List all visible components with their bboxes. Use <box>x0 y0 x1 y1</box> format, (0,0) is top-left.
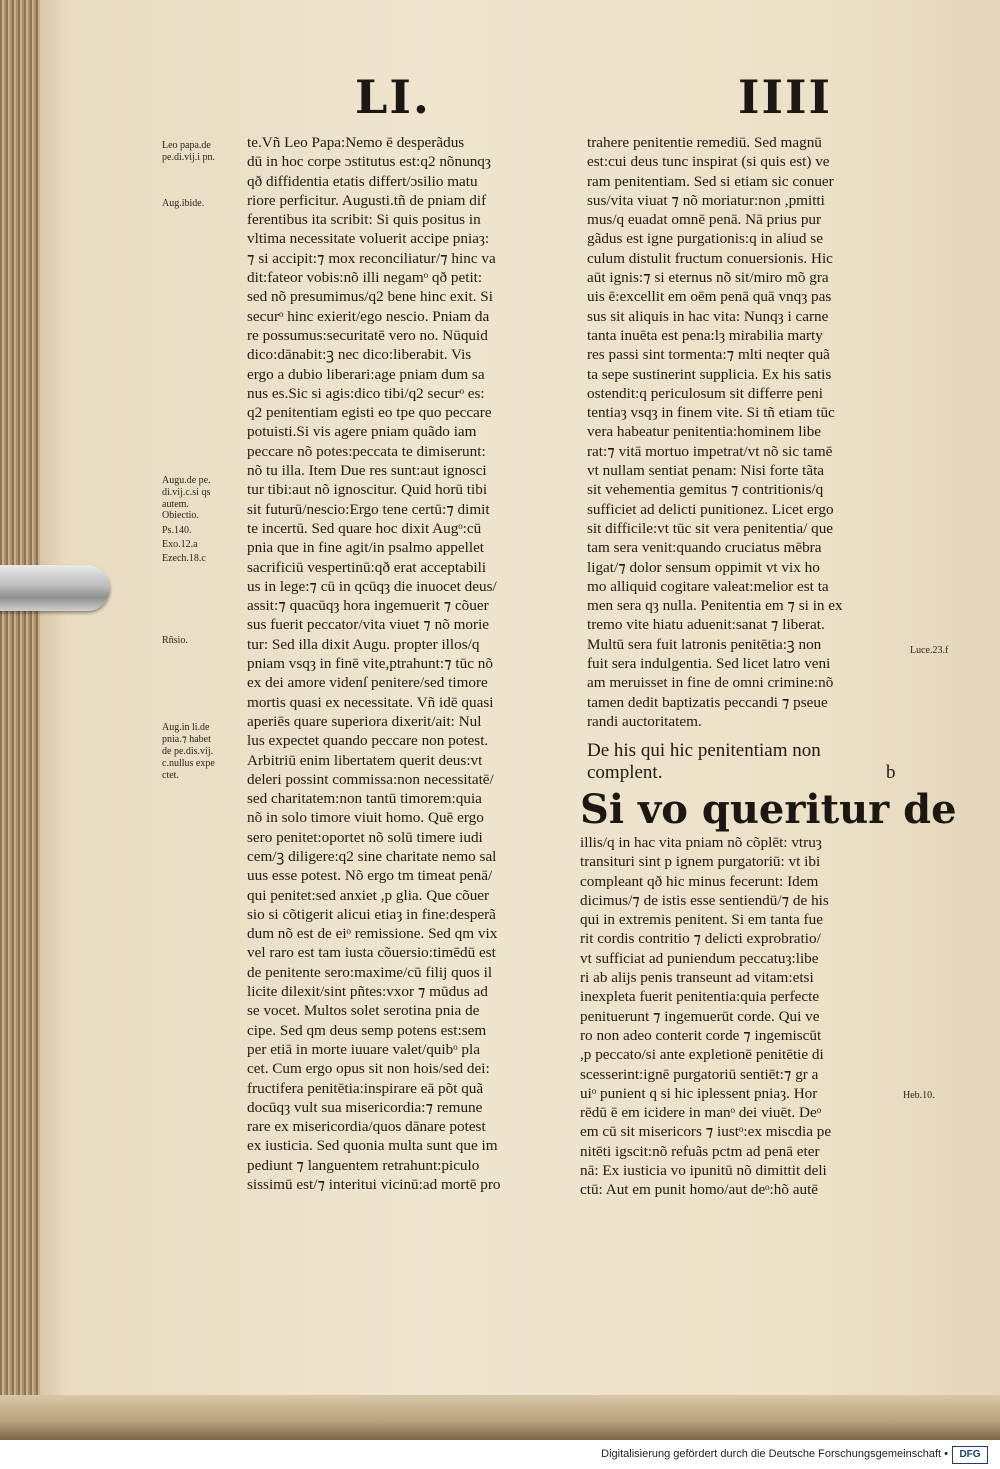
text-line: nõ tu illa. Item Due res sunt:aut ignosci <box>247 462 487 480</box>
text-line: sus fuerit peccator/vita viuet ⁊ nõ morie <box>247 616 490 634</box>
text-line: aperiēs quare superiora dixerit/ait: Nul <box>247 712 482 730</box>
text-line: rit cordis contritio ⁊ delicti exprobratio/ <box>580 930 821 948</box>
rubric-line: De his qui hic penitentiam non <box>587 740 821 761</box>
text-line: rēdū ē em icidere in manᵒ dei viuēt. Deᵒ <box>580 1104 822 1122</box>
text-line: penituerunt ⁊ ingemuerūt corde. Qui ve <box>580 1007 820 1025</box>
text-line: culum distulit fructum conuersionis. Hic <box>587 249 833 267</box>
text-line: pniam vsqȝ in finē vite,ptrahunt:⁊ tūc nõ <box>247 655 493 673</box>
text-line: ,p peccato/si ante expletionē penitētie di <box>580 1046 824 1064</box>
margin-note-line: pe.di.vij.i pn. <box>162 152 216 163</box>
text-line: pnia que in fine agit/in psalmo appellet <box>247 539 485 557</box>
margin-note <box>162 722 215 782</box>
text-line: tam sera venit:quando cruciatus mēbra <box>587 539 822 557</box>
margin-note <box>162 140 215 164</box>
margin-note-line: pnia.⁊ habet <box>162 734 211 745</box>
margin-note <box>162 553 206 565</box>
section-letter: b <box>886 762 896 783</box>
text-line: us in lege:⁊ cū in qcūqȝ die inuocet deus/ <box>247 577 497 595</box>
text-line: ergo a dubio liberari:age pniam dum sa <box>247 365 485 383</box>
margin-note-line: autem. <box>162 499 189 510</box>
text-line: uis ē:excellit em oēm penā quā vnqȝ pas <box>587 288 832 306</box>
text-line: sed nõ presumimus/q2 bene hinc exit. Si <box>247 288 493 306</box>
text-line: inexpleta fuerit penitentia:quia perfecte <box>580 988 820 1006</box>
margin-note-line: Exo.12.a <box>162 539 198 550</box>
text-line: sissimū est/⁊ interitui vicinū:ad mortē pro <box>247 1176 501 1194</box>
margin-note-line: Rñsio. <box>162 635 188 646</box>
text-line: tentiaȝ vsqȝ in finem vite. Si tñ etiam tūc <box>587 404 835 422</box>
text-line: qð diffidentia etatis differt/ɔsilio matu <box>247 172 478 190</box>
text-line: ri ab alijs penis transeunt ad vitam:etsi <box>580 969 814 987</box>
text-line: q2 penitentiam egisti eo tpe quo peccare <box>247 404 492 422</box>
text-line: vt nullam sentiat penam: Nisi forte tãta <box>587 462 825 480</box>
right-margin-note: Heb.10. <box>903 1090 935 1101</box>
right-text-column-bottom <box>580 833 831 1200</box>
text-line: per etiā in morte iuuare valet/quibᵒ pla <box>247 1040 480 1058</box>
text-line: men sera qȝ nulla. Penitentia em ⁊ si in ex <box>587 597 843 615</box>
text-line: pediunt ⁊ languentem retrahunt:piculo <box>247 1156 480 1174</box>
margin-note <box>162 539 198 551</box>
left-text-column <box>247 133 500 1194</box>
page-leaf <box>18 0 1000 1440</box>
margin-note-line: Leo papa.de <box>162 140 211 151</box>
margin-note <box>162 525 191 537</box>
text-line: sus/vita viuat ⁊ nõ moriatur:non ,pmitti <box>587 191 825 209</box>
text-line: randi auctoritatem. <box>587 712 702 730</box>
text-line: licite dilexit/sint pñtes:vxor ⁊ mūdus ad <box>247 983 488 1001</box>
text-line: sed charitatem:non tantū timorem:quia <box>247 790 482 808</box>
text-line: mus/q euadat omnē penā. Nā prius pur <box>587 211 822 229</box>
text-line: vera habeatur penitentia:hominem libe <box>587 423 822 441</box>
text-line: ram penitentiam. Sed si etiam sic conuer <box>587 172 834 190</box>
text-line: fructifera penitētia:inspirare eā põt quã <box>247 1079 484 1097</box>
text-line: ctū: Aut em punit homo/aut deᵒ:hõ autē <box>580 1181 819 1199</box>
text-line: vltima necessitate voluerit accipe pniaȝ: <box>247 230 490 248</box>
incipit-heading: Si vo queritur de <box>580 786 957 833</box>
text-line: fuit sera indulgentia. Sed licet latro veni <box>587 655 831 673</box>
page-bottom-edge <box>0 1395 1000 1440</box>
text-line: dū in hoc corpe ɔstitutus est:q2 nõnunqȝ <box>247 153 491 171</box>
text-line: sufficiet ad delicti punitionez. Licet ergo <box>587 500 834 518</box>
text-line: cipe. Sed qm deus semp potens est:sem <box>247 1021 487 1039</box>
text-line: tamen dedit baptizatis peccandi ⁊ pseue <box>587 693 828 711</box>
text-line: ta sepe sustinerint supplicia. Ex his satis <box>587 365 832 383</box>
text-line: tur tibi:aut nõ ignoscitur. Quid horū tibi <box>247 481 488 499</box>
text-line: dicimus/⁊ de istis esse sentiendū/⁊ de his <box>580 891 829 909</box>
text-line: ex dei amore videnſ penitere/sed timore <box>247 674 488 692</box>
text-line: em cū sit misericors ⁊ iustᵒ:ex miscdia pe <box>580 1123 832 1141</box>
margin-note-line: Obiectio. <box>162 510 199 521</box>
text-line: dico:dānabit:ꝫ nec dico:liberabit. Vis <box>247 346 472 364</box>
page-edges <box>0 0 40 1440</box>
text-line: peccare nõ potes:peccata te dimiserunt: <box>247 442 486 460</box>
text-line: ligat/⁊ dolor sensum oppimit vt vix ho <box>587 558 820 576</box>
text-line: nitēti igscit:nõ refuãs pctm ad penā eter <box>580 1142 820 1160</box>
text-line: est:cui deus tunc inspirat (si quis est) ve <box>587 153 830 171</box>
text-line: nus es.Sic si agis:dico tibi/q2 securᵒ es: <box>247 384 485 402</box>
text-line: vt sufficiat ad puniendum peccatuȝ:libe <box>580 949 819 967</box>
right-text-column-top <box>587 133 843 731</box>
text-line: te incertū. Sed quare hoc dixit Augᵒ:cū <box>247 519 482 537</box>
text-line: assit:⁊ quacūqȝ hora ingemuerit ⁊ cõuer <box>247 597 489 615</box>
footer-credit: Digitalisierung gefördert durch die Deutsche Forschungsgemeinschaft • <box>601 1448 948 1460</box>
text-line: tanta inuēta est pena:lȝ mirabilia marty <box>587 326 823 344</box>
rubric-line: complent. <box>587 762 663 783</box>
text-line: sit vehementia gemitus ⁊ contritionis/q <box>587 481 824 499</box>
dfg-logo: DFG <box>952 1446 988 1464</box>
text-line: Arbitriū enim libertatem querit deus:vt <box>247 751 483 769</box>
margin-note-line: Aug.in li.de <box>162 722 210 733</box>
footer-bar <box>0 1440 1000 1469</box>
text-line: ⁊ si accipit:⁊ mox reconciliatur/⁊ hinc va <box>247 249 496 267</box>
text-line: am meruisset in fine de omni crimine:nõ <box>587 674 834 692</box>
text-line: tur: Sed illa dixit Augu. propter illos/q <box>247 635 480 653</box>
text-line: ex iusticia. Sed quonia multa sunt que im <box>247 1137 498 1155</box>
text-line: transituri sint p ignem purgatoriū: vt ibi <box>580 853 821 871</box>
text-line: nõ in solo timore viuit homo. Quē ergo <box>247 809 484 827</box>
text-line: trahere penitentie remediū. Sed magnū <box>587 134 822 151</box>
text-line: docūqȝ vult sua misericordia:⁊ remune <box>247 1098 483 1116</box>
text-line: scesserint:ignē purgatoriū sentiēt:⁊ gr a <box>580 1065 819 1083</box>
margin-note-line: Augu.de pe. <box>162 475 211 486</box>
text-line: re possumus:securitatē vero no. Nūquid <box>247 326 488 344</box>
text-line: se vocet. Multos solet serotina pnia de <box>247 1002 480 1020</box>
text-line: potuisti.Si vis agere pniam quãdo iam <box>247 423 477 441</box>
text-line: tremo vite hiatu aduenit:sanat ⁊ liberat. <box>587 616 825 634</box>
text-line: dum nõ est de eiᵒ remissione. Sed qm vix <box>247 925 498 943</box>
margin-note-line: ctet. <box>162 770 179 781</box>
folio-right: IIII <box>738 70 833 124</box>
margin-note <box>162 198 204 210</box>
folio-left: LI. <box>355 70 431 124</box>
text-line: compleant qð hic minus fecerunt: Idem <box>580 872 819 890</box>
text-line: mo alliquid cogitare valeat:melior est ta <box>587 577 829 595</box>
text-line: illis/q in hac vita pniam nõ cõplēt: vtruȝ <box>580 834 822 851</box>
text-line: sit difficile:vt tūc sit vera penitentia/ que <box>587 519 834 537</box>
text-line: te.Vñ Leo Papa:Nemo ē desperãdus <box>247 134 465 151</box>
text-line: gãdus est igne purgationis:q in aliud se <box>587 230 823 248</box>
text-line: rare ex misericordia/quos dānare potest <box>247 1118 486 1136</box>
margin-note-line: de pe.dis.vij. <box>162 746 214 757</box>
text-line: sacrificiū vespertinū:qð erat acceptabili <box>247 558 487 576</box>
text-line: ro non adeo conterit corde ⁊ ingemiscūt <box>580 1026 822 1044</box>
text-line: securᵒ hinc exierit/ego nescio. Pniam da <box>247 307 490 325</box>
margin-note-line: Aug.ibide. <box>162 198 205 209</box>
text-line: dit:fateor vobis:nõ illi negamᵒ qð petit: <box>247 269 483 287</box>
text-line: nā: Ex iusticia vo ipunitū nõ dimittit deli <box>580 1162 827 1180</box>
text-line: deleri possint commissa:non necessitatē/ <box>247 770 494 788</box>
margin-note-line: di.vij.c.si qs <box>162 487 211 498</box>
text-line: de penitente sero:maxime/cū filij quos il <box>247 963 493 981</box>
text-line: cet. Cum ergo opus sit non hois/sed dei: <box>247 1060 490 1078</box>
text-line: sus sit aliquis in hac vita: Nunqȝ i carne <box>587 307 829 325</box>
text-line: res passi sint tormenta:⁊ mlti neqter quã <box>587 346 830 364</box>
text-line: ferentibus ita scribit: Si quis positus in <box>247 211 481 229</box>
text-line: Multū sera fuit latronis penitētia:ꝫ non <box>587 635 822 653</box>
right-margin-note: Luce.23.f <box>910 645 949 656</box>
text-line: riore perficitur. Augusti.tñ de pniam dif <box>247 191 487 209</box>
text-line: sero penitet:oportet nõ solū timere iudi <box>247 828 483 846</box>
text-line: ostendit:q periculosum sit differre peni <box>587 384 823 402</box>
margin-note <box>162 475 211 511</box>
text-line: aūt ignis:⁊ si eternus nõ sit/miro mõ gra <box>587 269 829 287</box>
text-line: vel raro est tam iusta cõuersio:timēdū est <box>247 944 496 962</box>
text-line: sit futurū/nescio:Ergo tene certū:⁊ dimit <box>247 500 490 518</box>
margin-note-line: c.nullus expe <box>162 758 215 769</box>
book-clip-icon <box>0 565 110 611</box>
text-line: rat:⁊ vitā mortuo impetrat/vt nõ sic tamē <box>587 442 833 460</box>
text-line: mortis quasi ex necessitate. Vñ idē quasi <box>247 693 494 711</box>
text-line: sio si cõtigerit alicui etiaȝ in fine:desperã <box>247 905 496 923</box>
text-line: lus expectet quando peccare non potest. <box>247 732 489 750</box>
margin-note <box>162 510 199 522</box>
margin-note-line: Ezech.18.c <box>162 553 206 564</box>
text-line: cem/ꝫ diligere:q2 sine charitate nemo sal <box>247 847 497 865</box>
text-line: uiᵒ punient q si hic iplessent pniaȝ. Hor <box>580 1084 818 1102</box>
text-line: qui in extremis penitent. Si em tanta fue <box>580 911 823 929</box>
text-line: qui penitet:sed anxiet ,p glia. Que cõuer <box>247 886 490 904</box>
text-line: uus esse potest. Nõ ergo tm timeat penā/ <box>247 867 493 885</box>
section-rubric <box>587 740 821 784</box>
margin-note <box>162 635 188 647</box>
margin-note-line: Ps.140. <box>162 525 192 536</box>
